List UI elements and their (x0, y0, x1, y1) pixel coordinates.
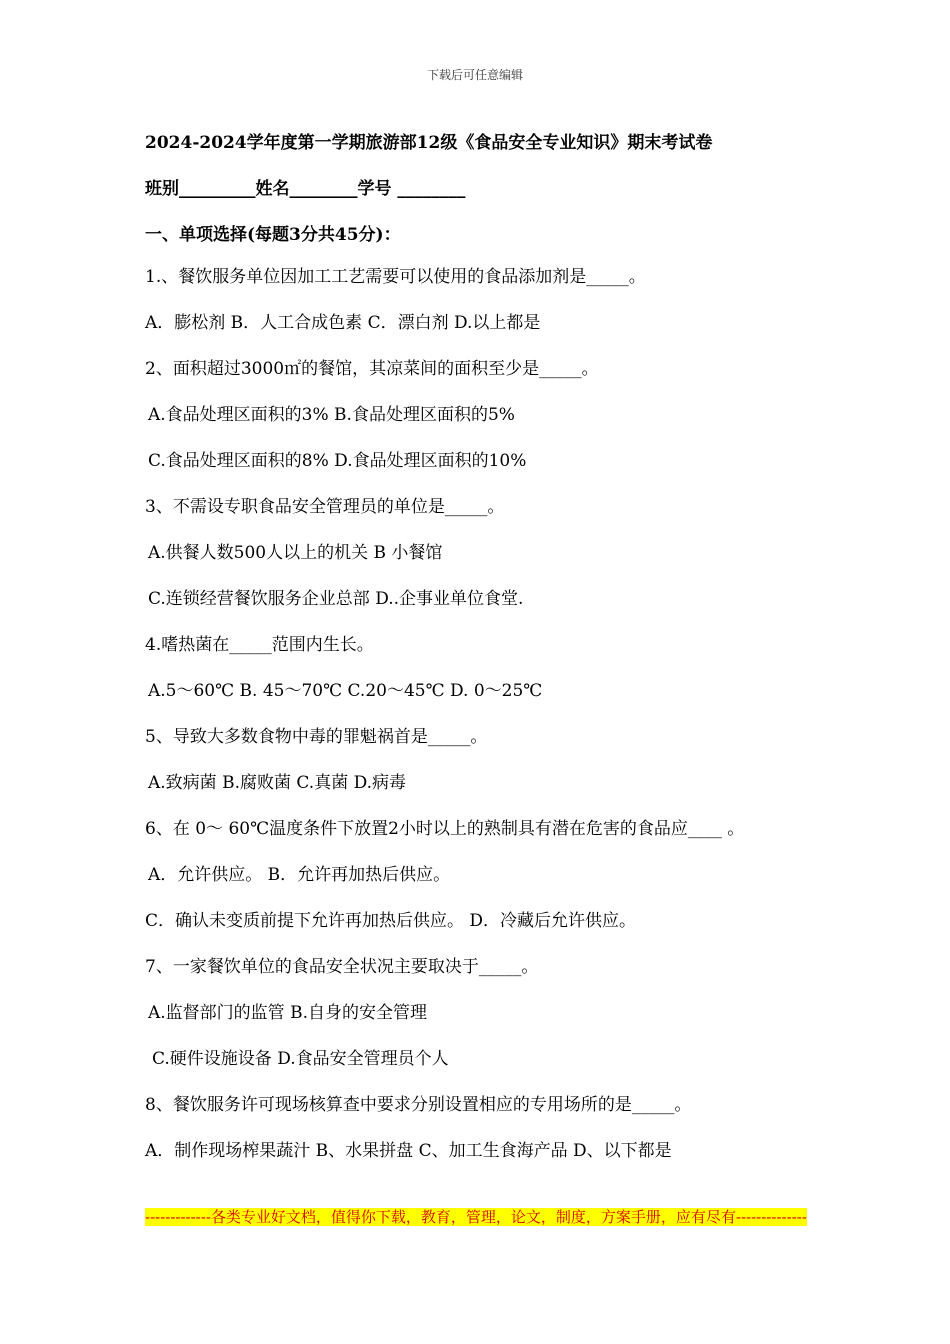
question-4: 4.嗜热菌在_____范围内生长。 (145, 635, 374, 655)
question-8: 8、餐饮服务许可现场核算查中要求分别设置相应的专用场所的是_____。 (145, 1095, 692, 1115)
question-2-options-ab: A.食品处理区面积的3% B.食品处理区面积的5% (148, 405, 515, 425)
question-7-options-ab: A.监督部门的监管 B.自身的安全管理 (148, 1003, 427, 1023)
exam-title: 2024-2024学年度第一学期旅游部12级《食品安全专业知识》期末考试卷 (145, 133, 713, 153)
question-7: 7、一家餐饮单位的食品安全状况主要取决于_____。 (145, 957, 539, 977)
question-5-options: A.致病菌 B.腐败菌 C.真菌 D.病毒 (148, 773, 407, 793)
question-6-options-ab: A．允许供应。 B．允许再加热后供应。 (148, 865, 451, 885)
footer-advertisement-text: -------------各类专业好文档，值得你下载，教育，管理，论文，制度，方案手册，应有尽有-------------- (145, 1208, 807, 1226)
section-heading: 一、单项选择(每题3分共45分)： (145, 225, 401, 245)
question-3: 3、不需设专职食品安全管理员的单位是_____。 (145, 497, 505, 517)
student-info-fields: 班别_________姓名________学号 ________ (145, 179, 466, 199)
question-6-options-cd: C．确认未变质前提下允许再加热后供应。 D．冷藏后允许供应。 (145, 911, 637, 931)
question-6: 6、在 0～ 60℃温度条件下放置2小时以上的熟制具有潜在危害的食品应____ 。 (145, 819, 745, 839)
question-8-options: A．制作现场榨果蔬汁 B、水果拼盘 C、加工生食海产品 D、以下都是 (145, 1141, 672, 1161)
question-1: 1.、餐饮服务单位因加工工艺需要可以使用的食品添加剂是_____。 (145, 267, 646, 287)
question-4-options: A.5～60℃ B. 45～70℃ C.20～45℃ D. 0～25℃ (148, 681, 543, 701)
question-5: 5、导致大多数食物中毒的罪魁祸首是_____。 (145, 727, 488, 747)
question-1-options: A．膨松剂 B．人工合成色素 C．漂白剂 D.以上都是 (145, 313, 541, 333)
question-2-options-cd: C.食品处理区面积的8% D.食品处理区面积的10% (148, 451, 527, 471)
question-2: 2、面积超过3000㎡的餐馆，其凉菜间的面积至少是_____。 (145, 359, 599, 379)
question-3-options-ab: A.供餐人数500人以上的机关 B 小餐馆 (148, 543, 443, 563)
header-note: 下载后可任意编辑 (426, 68, 523, 82)
footer-advertisement (145, 1208, 810, 1227)
question-7-options-cd: C.硬件设施设备 D.食品安全管理员个人 (152, 1049, 449, 1069)
question-3-options-cd: C.连锁经营餐饮服务企业总部 D..企事业单位食堂. (148, 589, 524, 609)
